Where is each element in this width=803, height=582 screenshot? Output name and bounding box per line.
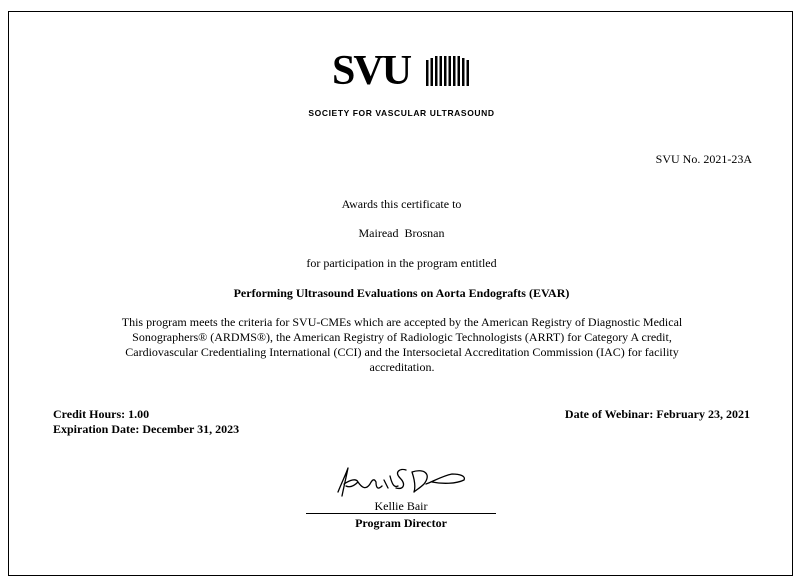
signer-title: Program Director bbox=[355, 516, 447, 530]
logo-stripes-icon bbox=[426, 56, 469, 86]
criteria-line: accreditation. bbox=[369, 360, 435, 374]
credit-hours: Credit Hours: 1.00 bbox=[53, 407, 150, 421]
logo-wordmark: SVU bbox=[332, 50, 411, 94]
svu-wordmark-graphic bbox=[330, 50, 475, 106]
webinar-date: Date of Webinar: February 23, 2021 bbox=[564, 407, 750, 421]
criteria-paragraph bbox=[102, 315, 702, 375]
criteria-line: Cardiovascular Credentialing International (CCI) and the Intersocietal Accreditation Commission (IAC) for facility bbox=[125, 345, 679, 359]
criteria-line: Sonographers® (ARDMS®), the American Registry of Radiologic Technologists (ARRT) for Category A credit, bbox=[132, 330, 672, 344]
svu-number: SVU No. 2021-23A bbox=[655, 152, 752, 166]
credit-info bbox=[53, 407, 239, 437]
signer-name: Kellie Bair bbox=[374, 499, 428, 513]
participation-text: for participation in the program entitled bbox=[306, 256, 497, 270]
criteria-line: This program meets the criteria for SVU-CMEs which are accepted by the American Registry of Diagnostic Medical bbox=[121, 315, 683, 329]
program-title: Performing Ultrasound Evaluations on Aorta Endografts (EVAR) bbox=[233, 286, 570, 300]
awards-text: Awards this certificate to bbox=[341, 197, 462, 211]
logo-tagline: SOCIETY FOR VASCULAR ULTRASOUND bbox=[308, 108, 495, 118]
svu-logo bbox=[0, 50, 803, 120]
expiration-date: Expiration Date: December 31, 2023 bbox=[53, 422, 240, 436]
signature-line bbox=[306, 513, 496, 514]
recipient-name: Mairead Brosnan bbox=[358, 226, 445, 240]
